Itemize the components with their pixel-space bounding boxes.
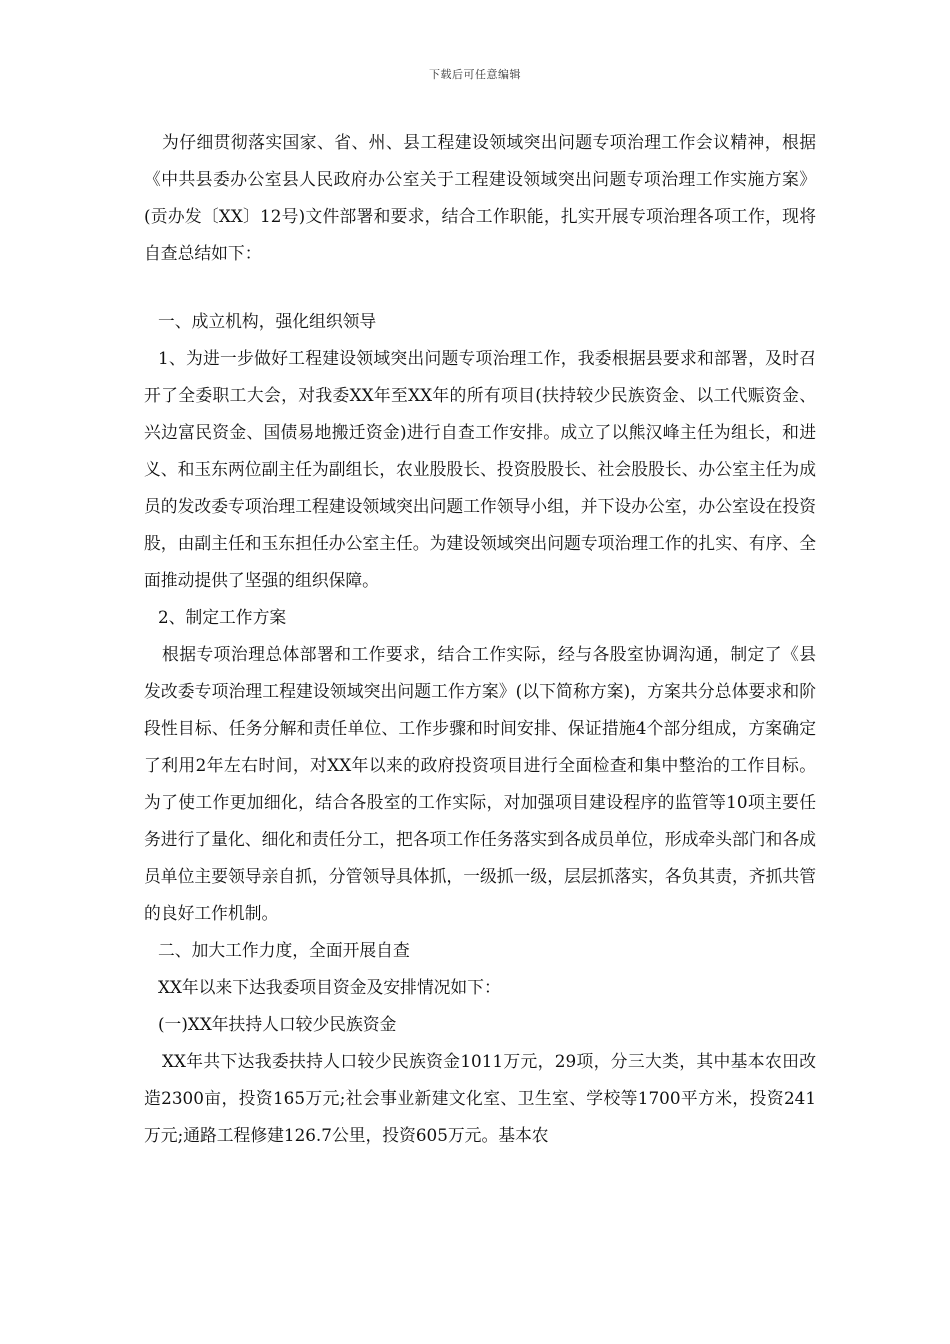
paragraph-gap bbox=[144, 272, 816, 303]
subsection-heading-1: (一)XX年扶持人口较少民族资金 bbox=[158, 1014, 397, 1034]
section-heading-1: 一、成立机构，强化组织领导 bbox=[158, 311, 377, 331]
page-header: 下载后可任意编辑 bbox=[429, 68, 521, 81]
subsection-heading-2: 2、制定工作方案 bbox=[158, 607, 287, 627]
paragraph-1: 1、为进一步做好工程建设领域突出问题专项治理工作，我委根据县要求和部署，及时召开了全委职工大会，对我委XX年至XX年的所有项目(扶持较少民族资金、以工代赈资金、兴边富民资金、国债易地搬迁资金)进行自查工作安排。成立了以熊汉峰主任为组长，和进义、和玉东两位副主任为副组长，农业股股长、投资股股长、社会股股长、办公室主任为成员的发改委专项治理工程建设领域突出问题工作领导小组，并下设办公室，办公室设在投资股，由副主任和玉东担任办公室主任。为建设领域突出问题专项治理工作的扎实、有序、全面推动提供了坚强的组织保障。 bbox=[144, 348, 816, 590]
section-heading-2: 二、加大工作力度，全面开展自查 bbox=[158, 940, 410, 960]
paragraph-3: XX年以来下达我委项目资金及安排情况如下： bbox=[158, 977, 501, 997]
intro-paragraph: 为仔细贯彻落实国家、省、州、县工程建设领域突出问题专项治理工作会议精神，根据《中共县委办公室县人民政府办公室关于工程建设领域突出问题专项治理工作实施方案》(贡办发〔XX〕12号)文件部署和要求，结合工作职能，扎实开展专项治理各项工作，现将自查总结如下： bbox=[144, 132, 816, 263]
paragraph-4: XX年共下达我委扶持人口较少民族资金1011万元，29项，分三大类，其中基本农田改造2300亩，投资165万元;社会事业新建文化室、卫生室、学校等1700平方米，投资241万元;通路工程修建126.7公里，投资605万元。基本农 bbox=[144, 1051, 816, 1145]
paragraph-2: 根据专项治理总体部署和工作要求，结合工作实际，经与各股室协调沟通，制定了《县发改委专项治理工程建设领域突出问题工作方案》(以下简称方案)，方案共分总体要求和阶段性目标、任务分解和责任单位、工作步骤和时间安排、保证措施4个部分组成，方案确定了利用2年左右时间，对XX年以来的政府投资项目进行全面检查和集中整治的工作目标。为了使工作更加细化，结合各股室的工作实际，对加强项目建设程序的监管等10项主要任务进行了量化、细化和责任分工，把各项工作任务落实到各成员单位，形成牵头部门和各成员单位主要领导亲自抓，分管领导具体抓，一级抓一级，层层抓落实，各负其责，齐抓共管的良好工作机制。 bbox=[144, 644, 816, 923]
document-body bbox=[144, 124, 816, 1154]
